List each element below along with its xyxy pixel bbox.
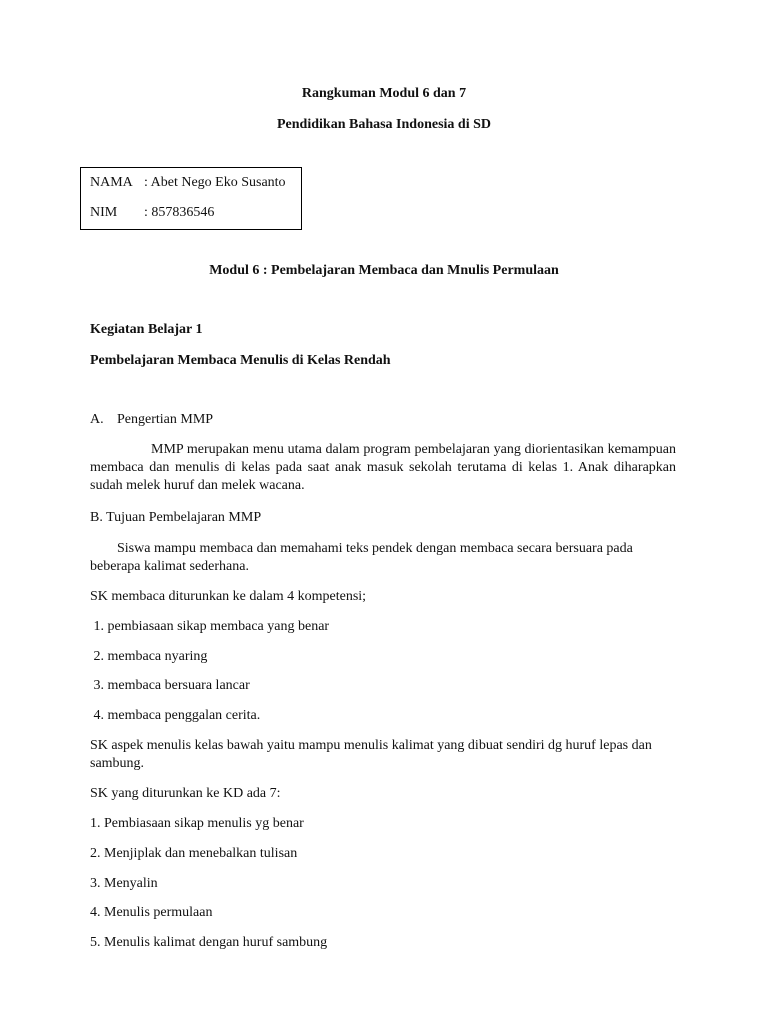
list-item: 2. membaca nyaring: [90, 649, 208, 664]
section-a-heading: Pengertian MMP: [117, 412, 214, 427]
document-subtitle: Pendidikan Bahasa Indonesia di SD: [277, 117, 491, 132]
list-item: 1. pembiasaan sikap membaca yang benar: [90, 619, 330, 634]
list-item: 3. Menyalin: [90, 876, 158, 891]
sk-membaca-intro: SK membaca diturunkan ke dalam 4 kompetensi;: [90, 589, 367, 604]
nim-value: : 857836546: [144, 205, 215, 220]
activity-subheading: Pembelajaran Membaca Menulis di Kelas Rendah: [90, 353, 391, 368]
list-item: 1. Pembiasaan sikap menulis yg benar: [90, 816, 304, 831]
section-a-marker: A.: [90, 412, 104, 427]
name-value: : Abet Nego Eko Susanto: [144, 175, 286, 190]
list-item: 3. membaca bersuara lancar: [90, 678, 250, 693]
list-item: 2. Menjiplak dan menebalkan tulisan: [90, 846, 298, 861]
list-item: 4. Menulis permulaan: [90, 905, 213, 920]
nim-label: NIM: [90, 205, 118, 220]
section-b-heading: B. Tujuan Pembelajaran MMP: [90, 510, 262, 525]
sk-menulis-paragraph: SK aspek menulis kelas bawah yaitu mampu menulis kalimat yang dibuat sendiri dg huruf lepas dan sambung.: [90, 738, 652, 771]
section-a-paragraph: MMP merupakan menu utama dalam program pembelajaran yang diorientasikan kemampuan membaca dan menulis di kelas pada saat anak masuk sekolah terutama di kelas 1. Anak diharapkan sudah melek huruf dan melek wacana.: [90, 442, 676, 493]
document-title: Rangkuman Modul 6 dan 7: [301, 86, 467, 101]
module-title: Modul 6 : Pembelajaran Membaca dan Mnulis Permulaan: [209, 263, 559, 278]
list-item: 4. membaca penggalan cerita.: [90, 708, 261, 723]
section-b-paragraph: Siswa mampu membaca dan memahami teks pendek dengan membaca secara bersuara pada beberapa kalimat sederhana.: [90, 541, 633, 574]
activity-heading: Kegiatan Belajar 1: [90, 322, 203, 337]
sk-menulis-intro: SK yang diturunkan ke KD ada 7:: [90, 786, 281, 801]
name-label: NAMA: [90, 175, 133, 190]
list-item: 5. Menulis kalimat dengan huruf sambung: [90, 935, 328, 950]
